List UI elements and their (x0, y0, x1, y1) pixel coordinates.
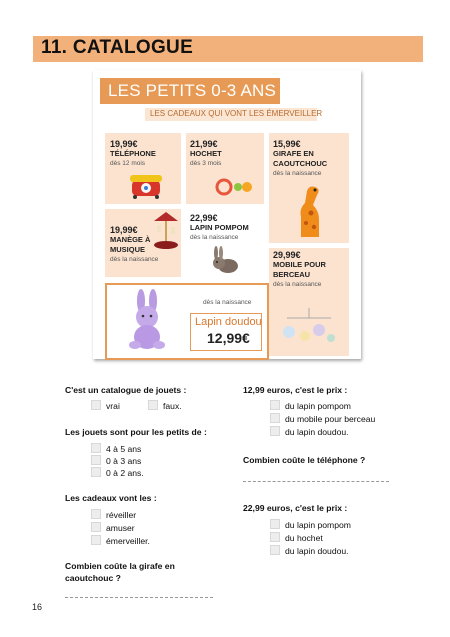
product-price: 19,99€ (110, 225, 138, 235)
q7-option-2[interactable]: du hochet (270, 532, 323, 543)
checkbox[interactable] (91, 443, 101, 453)
catalog-banner (100, 78, 280, 104)
product-card-manege (105, 209, 181, 277)
question-2: Les jouets sont pour les petits de : (65, 427, 207, 437)
product-price: 19,99€ (110, 139, 138, 149)
banner-text: LES PETITS 0-3 ANS (108, 81, 276, 100)
q7-option-1[interactable]: du lapin pompom (270, 519, 351, 530)
carousel-toy-image (153, 211, 179, 251)
checkbox[interactable] (91, 522, 101, 532)
q3-option-3[interactable]: émerveiller. (91, 535, 150, 546)
product-age: dès la naissance (110, 256, 159, 263)
product-name: HOCHET (190, 149, 222, 158)
page-number: 16 (32, 602, 43, 612)
rattle-toy-image (214, 177, 254, 197)
question-4: Combien coûte la girafe en caoutchouc ? (65, 561, 175, 583)
checkbox[interactable] (270, 532, 280, 542)
product-age: dès la naissance (190, 234, 239, 241)
question-3: Les cadeaux vont les : (65, 493, 157, 503)
q3-option-1[interactable]: réveiller (91, 509, 136, 520)
product-card-girafe (269, 133, 349, 243)
featured-label (190, 313, 262, 351)
product-card-mobile (269, 248, 349, 356)
q6-answer-line[interactable] (243, 481, 389, 482)
product-name: MANÈGE À MUSIQUE (110, 235, 151, 254)
product-age: dès 3 mois (190, 160, 222, 167)
checkbox[interactable] (91, 467, 101, 477)
checkbox[interactable] (270, 545, 280, 555)
product-age: dès la naissance (273, 170, 322, 177)
checkbox[interactable] (91, 535, 101, 545)
checkbox[interactable] (148, 400, 158, 410)
section-header (33, 36, 423, 62)
checkbox[interactable] (91, 509, 101, 519)
product-price: 29,99€ (273, 250, 301, 260)
question-1: C'est un catalogue de jouets : (65, 385, 187, 395)
product-name: MOBILE POUR BERCEAU (273, 260, 326, 279)
product-card-telephone (105, 133, 181, 204)
telephone-toy-image (129, 171, 165, 199)
q1-option-faux[interactable]: faux. (148, 400, 182, 411)
giraffe-toy-image (291, 183, 327, 239)
q5-option-3[interactable]: du lapin doudou. (270, 426, 349, 437)
product-price: 22,99€ (190, 213, 218, 223)
product-card-hochet (186, 133, 264, 204)
question-7: 22,99 euros, c'est le prix : (243, 503, 348, 513)
product-price: 21,99€ (190, 139, 218, 149)
question-5: 12,99 euros, c'est le prix : (243, 385, 348, 395)
q2-option-2[interactable]: 0 à 3 ans (91, 455, 141, 466)
featured-price: 12,99€ (207, 330, 250, 346)
checkbox[interactable] (91, 455, 101, 465)
rabbit-pompom-image (210, 245, 240, 275)
featured-product-lapin-doudou (105, 283, 269, 360)
section-title: 11. CATALOGUE (41, 37, 194, 58)
q5-option-1[interactable]: du lapin pompom (270, 400, 351, 411)
q2-option-3[interactable]: 0 à 2 ans. (91, 467, 144, 478)
catalog-page (93, 70, 361, 359)
checkbox[interactable] (270, 413, 280, 423)
checkbox[interactable] (270, 426, 280, 436)
checkbox[interactable] (91, 400, 101, 410)
q2-option-1[interactable]: 4 à 5 ans (91, 443, 141, 454)
q1-option-vrai[interactable]: vrai (91, 400, 120, 411)
checkbox[interactable] (270, 519, 280, 529)
plush-rabbit-image (125, 289, 169, 351)
q7-option-3[interactable]: du lapin doudou. (270, 545, 349, 556)
q3-option-2[interactable]: amuser (91, 522, 135, 533)
question-6: Combien coûte le téléphone ? (243, 455, 366, 465)
checkbox[interactable] (270, 400, 280, 410)
q4-answer-line[interactable] (65, 597, 213, 598)
crib-mobile-image (279, 308, 339, 348)
subbanner-text: LES CADEAUX QUI VONT LES ÉMERVEILLER (150, 109, 323, 118)
product-name: GIRAFE EN CAOUTCHOUC (273, 149, 328, 168)
product-price: 15,99€ (273, 139, 301, 149)
product-name: TÉLÉPHONE (110, 149, 156, 158)
catalog-subbanner (145, 108, 323, 121)
featured-age: dès la naissance (203, 299, 252, 306)
q5-option-2[interactable]: du mobile pour berceau (270, 413, 375, 424)
product-age: dès la naissance (273, 281, 322, 288)
featured-name: Lapin doudou (195, 316, 262, 328)
product-age: dès 12 mois (110, 160, 146, 167)
product-name: LAPIN POMPOM (190, 223, 249, 232)
product-card-lapin-pompom (186, 209, 264, 277)
